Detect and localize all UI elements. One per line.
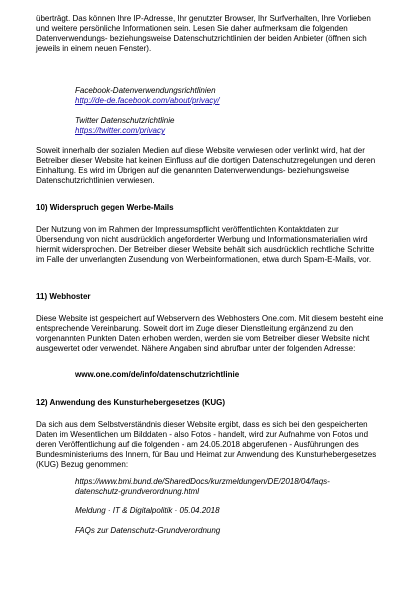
social-media-paragraph: Soweit innerhalb der sozialen Medien auf diese Website verwiesen oder verlinkt wird, hat der Betreiber dieser Website hat keinen Einfluss auf die dortigen Datenschutzregelungen und deren Einhaltung. Es wird im Übrigen auf die genannten Datenverwendungs- beziehungsweise Datenschutzrichtlinien verwiesen. bbox=[36, 146, 376, 185]
bmi-meldung-meta: Meldung · IT & Digitalpolitik · 05.04.2018 bbox=[75, 506, 220, 515]
bmi-faq-title: FAQs zur Datenschutz-Grundverordnung bbox=[75, 526, 221, 535]
section-12-paragraph: Da sich aus dem Selbstverständnis dieser Website ergibt, dass es sich bei den gespeicherten Daten im Wesentlichen um Bilddaten - also Fotos - handelt, wird zur Aufnahme von Fotos und deren Veröffentlichung auf die folgenden - am 24.05.2018 abgerufenen - Ausführungen des Bundesministeriums des Innern, für Bau und Heimat zur Anwendung des Kunsturhebergesetzes (KUG) Bezug genommen: bbox=[36, 420, 377, 469]
intro-paragraph: überträgt. Das können Ihre IP-Adresse, Ihr genutzter Browser, Ihr Surfverhalten, Ihre Vorlieben und weitere persönliche Informationen sein. Lesen Sie daher aufmerksam die folgenden Datenverwendungs- beziehungsweise Datenschutzrichtlinien der beiden Anbieter (öffnen sich jeweils in einem neuen Fenster). bbox=[36, 14, 371, 53]
section-11-paragraph: Diese Website ist gespeichert auf Webservern des Webhosters One.com. Mit diesem besteht eine entsprechende Vereinbarung. Soweit dort im Zuge dieser Dienstleitung ergänzend zu den vorgenannten Punkten Daten erhoben werden, werden sie vom Betreiber dieser Website nicht ausgewertet oder verwendet. Nähere Angaben sind abrufbar unter der folgenden Adresse: bbox=[36, 314, 384, 353]
section-10-paragraph: Der Nutzung von im Rahmen der Impressumspflicht veröffentlichten Kontaktdaten zur Übersendung von nicht ausdrücklich angeforderter Werbung und Informationsmaterialien wird hiermit widersprochen. Der Betreiber dieser Website behält sich ausdrücklich rechtliche Schritte im Falle der unverlangten Zusendung von Werbeinformationen, etwa durch Spam-E-Mails, vor. bbox=[36, 225, 375, 264]
twitter-policy-label: Twitter Datenschutzrichtlinie bbox=[75, 116, 175, 125]
webhoster-privacy-address: www.one.com/de/info/datenschutzrichtlinie bbox=[75, 370, 240, 379]
section-11-heading: 11) Webhoster bbox=[36, 292, 91, 301]
twitter-policy-link[interactable]: https://twitter.com/privacy bbox=[75, 126, 165, 135]
facebook-policy-link[interactable]: http://de-de.facebook.com/about/privacy/ bbox=[75, 96, 220, 105]
section-10-heading: 10) Widerspruch gegen Werbe-Mails bbox=[36, 203, 174, 212]
section-12-heading: 12) Anwendung des Kunsturhebergesetzes (KUG) bbox=[36, 398, 226, 407]
facebook-policy-label: Facebook-Datenverwendungsrichtlinien bbox=[75, 86, 216, 95]
bmi-faq-url: https://www.bmi.bund.de/SharedDocs/kurzmeldungen/DE/2018/04/faqs-datenschutz-grundverordnung.html bbox=[75, 477, 330, 496]
